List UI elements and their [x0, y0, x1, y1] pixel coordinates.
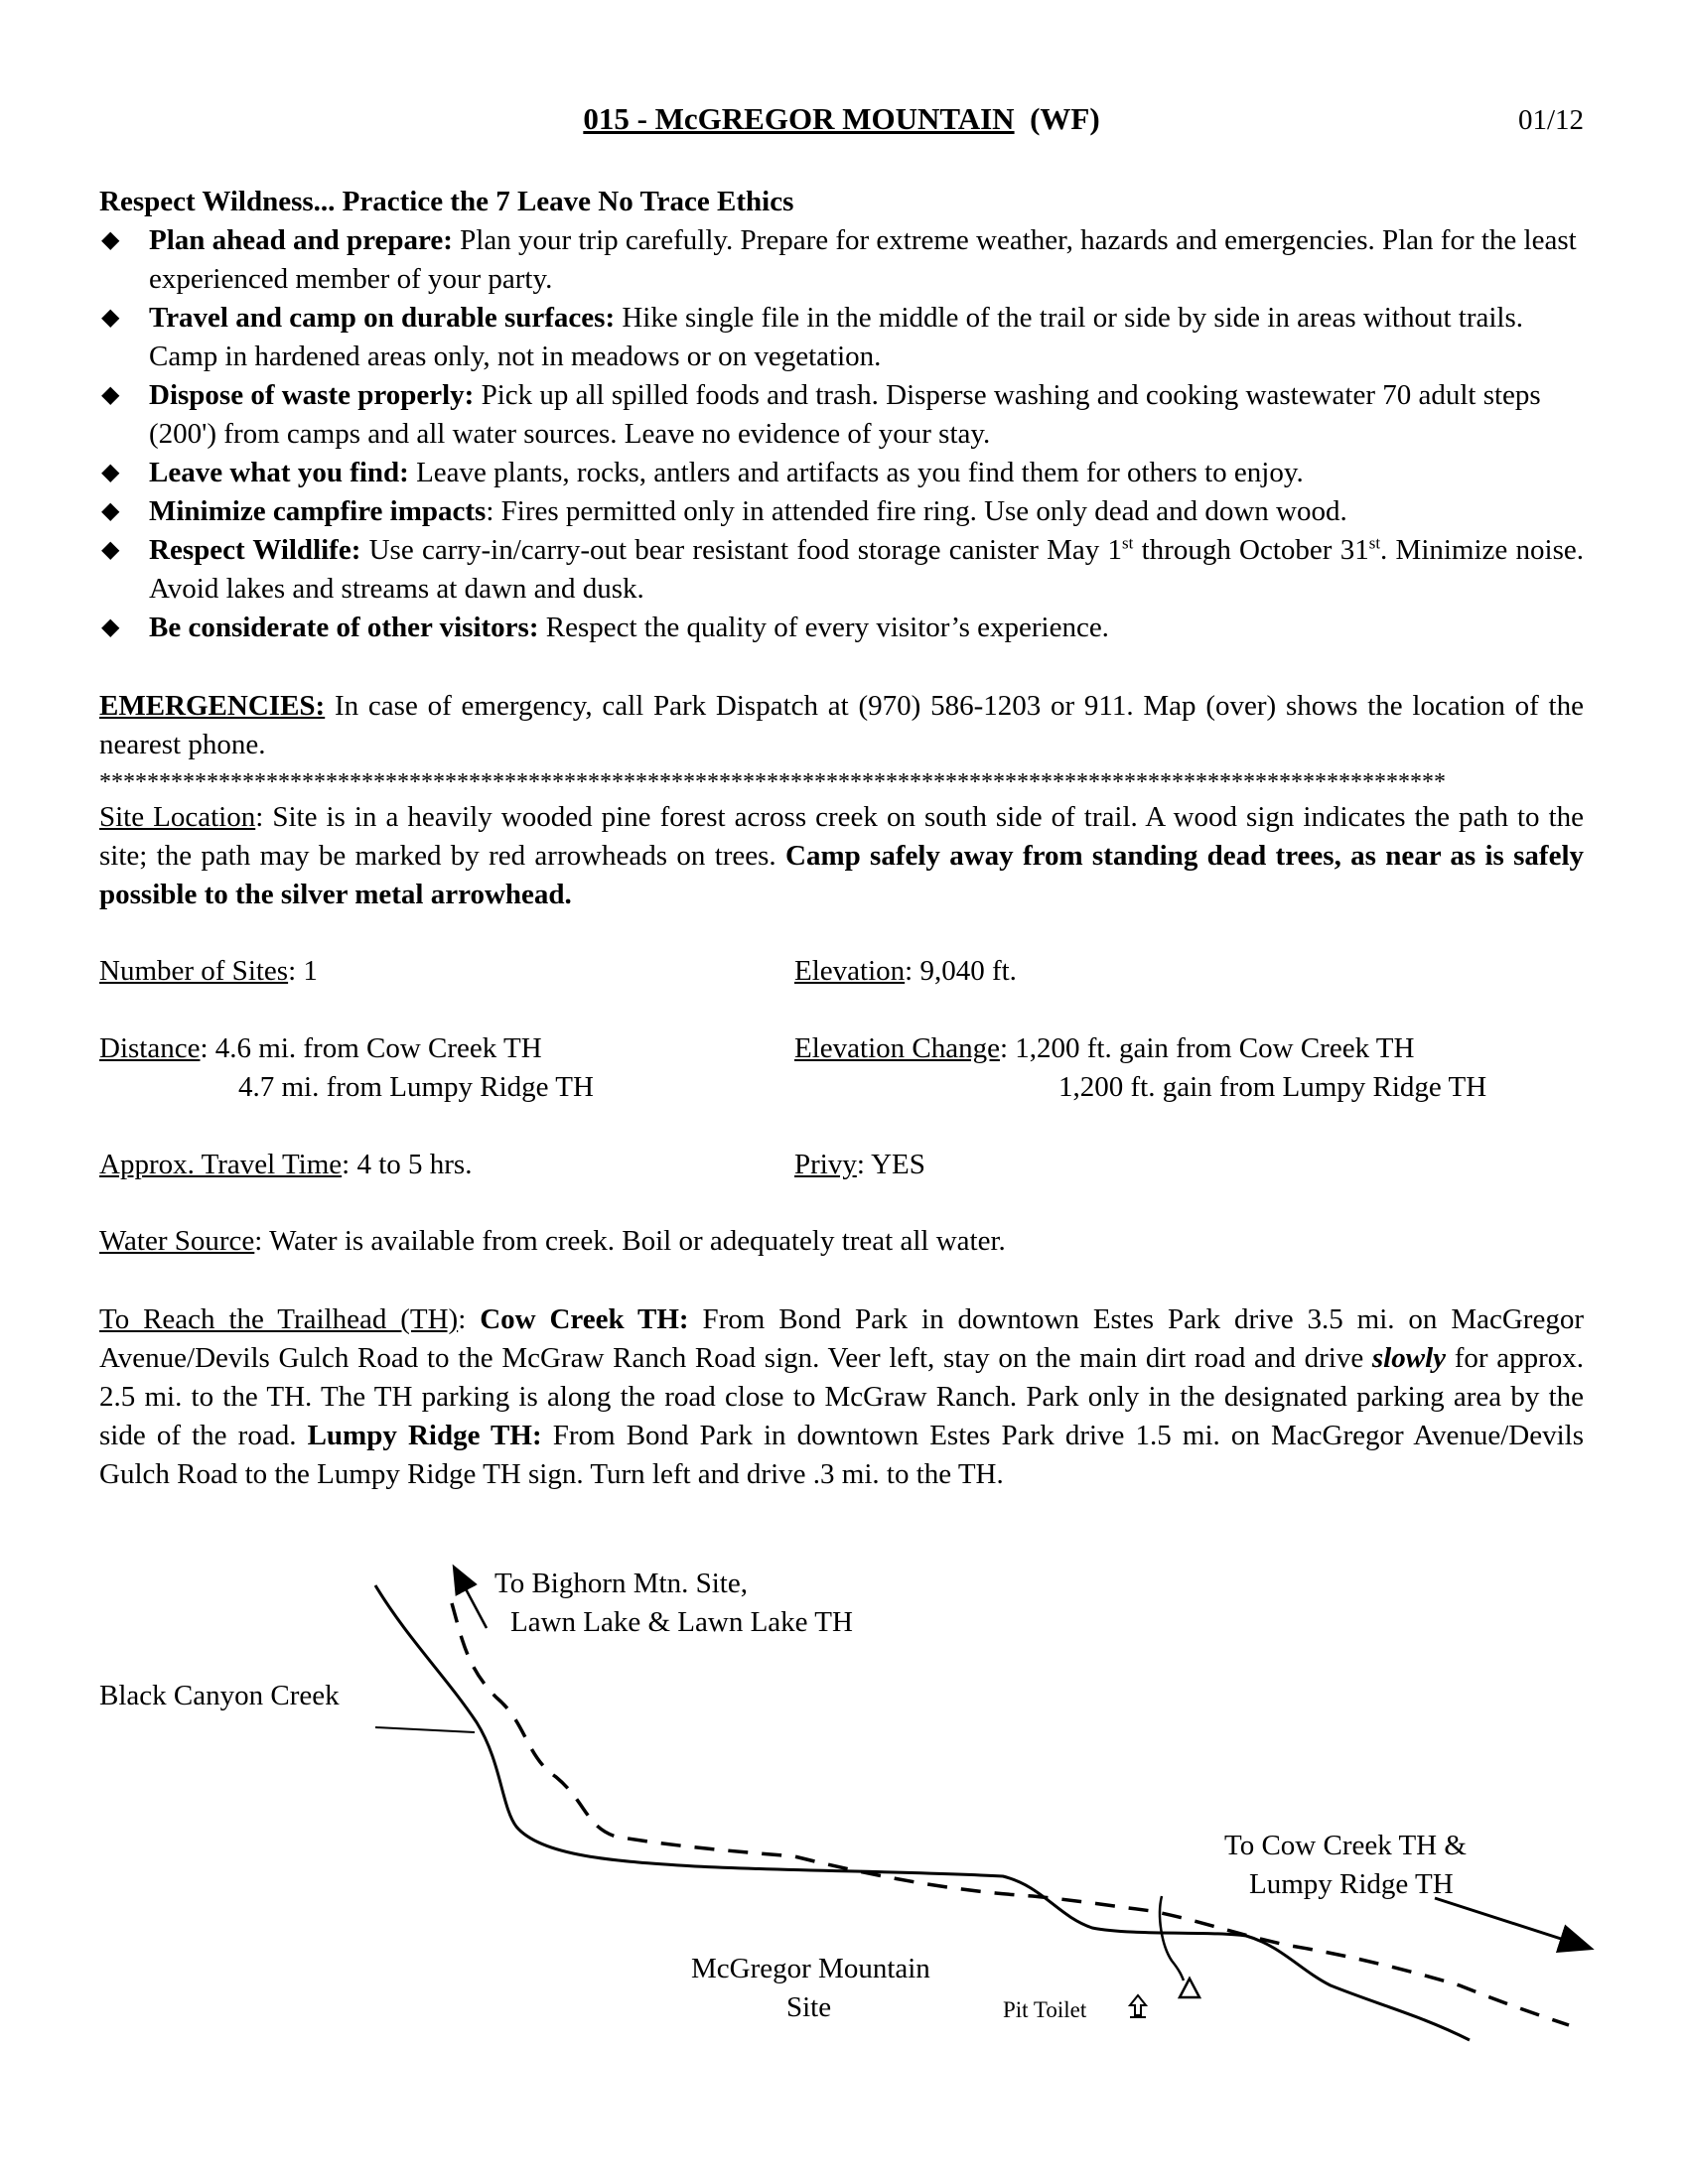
- map-label-creek: Black Canyon Creek: [99, 1680, 340, 1711]
- diamond-bullet-icon: ◆: [101, 382, 120, 408]
- map-label-site-2: Site: [786, 1991, 832, 2023]
- site-location-label: Site Location: [99, 801, 256, 833]
- travel-time: Approx. Travel Time: 4 to 5 hrs.: [99, 1149, 473, 1180]
- trail-map: [0, 1549, 1688, 2105]
- document-date: 01/12: [1517, 104, 1584, 136]
- list-item: ◆ Respect Wildlife: Use carry-in/carry-out bear resistant food storage canister May 1st through October 31st. Minimize noise. Avoid lakes and streams at dawn and dusk.: [99, 531, 1584, 609]
- map-label-bighorn: To Bighorn Mtn. Site,: [494, 1568, 748, 1599]
- header: [99, 99, 1584, 143]
- trail-line: [452, 1603, 1569, 2025]
- list-item: ◆ Be considerate of other visitors: Respect the quality of every visitor’s experience.: [99, 609, 1584, 647]
- diamond-bullet-icon: ◆: [101, 305, 120, 331]
- map-label-pit-toilet: Pit Toilet: [1003, 1997, 1087, 2022]
- distance: Distance: 4.6 mi. from Cow Creek TH 4.7 mi. from Lumpy Ridge TH: [99, 1032, 594, 1103]
- lnt-list: [99, 221, 1584, 647]
- site-spur-path: [1160, 1896, 1184, 1980]
- arrow-to-bighorn-icon: [455, 1569, 487, 1628]
- water-source: Water Source: Water is available from creek. Boil or adequately treat all water.: [99, 1225, 1006, 1257]
- emergencies-label: EMERGENCIES:: [99, 690, 326, 722]
- diamond-bullet-icon: ◆: [101, 614, 120, 640]
- diamond-bullet-icon: ◆: [101, 227, 120, 253]
- pit-toilet-icon: [1130, 1995, 1146, 2017]
- diamond-bullet-icon: ◆: [101, 537, 120, 563]
- campsite-triangle-icon: [1180, 1979, 1199, 1997]
- title-name: 015 - McGREGOR MOUNTAIN: [583, 101, 1015, 136]
- elevation-change: Elevation Change: 1,200 ft. gain from Cow Creek TH 1,200 ft. gain from Lumpy Ridge TH: [794, 1032, 1487, 1103]
- list-item: ◆ Dispose of waste properly: Pick up all spilled foods and trash. Disperse washing and cooking wastewater 70 adult steps (200') from camps and all water sources. Leave no evidence of your stay.: [99, 376, 1584, 454]
- site-info-grid: [99, 952, 1584, 1210]
- diamond-bullet-icon: ◆: [101, 498, 120, 524]
- title-suffix: (WF): [1030, 101, 1100, 136]
- map-label-lawn-lake: Lawn Lake & Lawn Lake TH: [510, 1606, 853, 1638]
- creek-label-leader: [375, 1727, 475, 1732]
- number-of-sites: Number of Sites: 1: [99, 955, 318, 987]
- map-label-cow-creek: To Cow Creek TH &: [1224, 1830, 1467, 1861]
- list-item: ◆ Travel and camp on durable surfaces: Hike single file in the middle of the trail or side by side in areas without trails. Camp in hardened areas only, not in meadows or on vegetation.: [99, 299, 1584, 376]
- map-label-site: McGregor Mountain: [691, 1953, 930, 1984]
- trailhead-paragraph: To Reach the Trailhead (TH): Cow Creek TH: From Bond Park in downtown Estes Park drive 3.5 mi. on MacGregor Avenue/Devils Gulch Road to the McGraw Ranch Road sign. Veer left, stay on the main dirt road and drive slowly for approx. 2.5 mi. to the TH. The TH parking is along the road close to McGraw Ranch. Park only in the designated parking area by the side of the road. Lumpy Ridge TH: From Bond Park in downtown Estes Park drive 1.5 mi. on MacGregor Avenue/Devils Gulch Road to the Lumpy Ridge TH sign. Turn left and drive .3 mi. to the TH.: [99, 1303, 1584, 1490]
- diamond-bullet-icon: ◆: [101, 460, 120, 485]
- elevation: Elevation: 9,040 ft.: [794, 955, 1017, 987]
- privy: Privy: YES: [794, 1149, 925, 1180]
- list-item: ◆ Leave what you find: Leave plants, rocks, antlers and artifacts as you find them for others to enjoy.: [99, 454, 1584, 492]
- emergencies-paragraph: EMERGENCIES: In case of emergency, call Park Dispatch at (970) 586-1203 or 911. Map (over) shows the location of the nearest phone.: [99, 690, 1584, 760]
- arrow-to-cow-creek-icon: [1435, 1898, 1589, 1948]
- site-location-paragraph: Site Location: Site is in a heavily wooded pine forest across creek on south side of trail. A wood sign indicates the path to the site; the path may be marked by red arrowheads on trees. Camp safely away from standing dead trees, as near as is safely possible to the silver metal arrowhead.: [99, 801, 1585, 910]
- page-title: [99, 99, 1584, 138]
- document-page: [99, 99, 1584, 1494]
- map-label-lumpy-ridge: Lumpy Ridge TH: [1249, 1868, 1454, 1900]
- lnt-heading: Respect Wildness... Practice the 7 Leave No Trace Ethics: [99, 186, 794, 217]
- star-divider: *****************************************************************************************************************: [99, 769, 1446, 795]
- list-item: ◆ Minimize campfire impacts: Fires permitted only in attended fire ring. Use only dead and down wood.: [99, 492, 1584, 531]
- list-item: ◆ Plan ahead and prepare: Plan your trip carefully. Prepare for extreme weather, hazards and emergencies. Plan for the least experienced member of your party.: [99, 221, 1584, 299]
